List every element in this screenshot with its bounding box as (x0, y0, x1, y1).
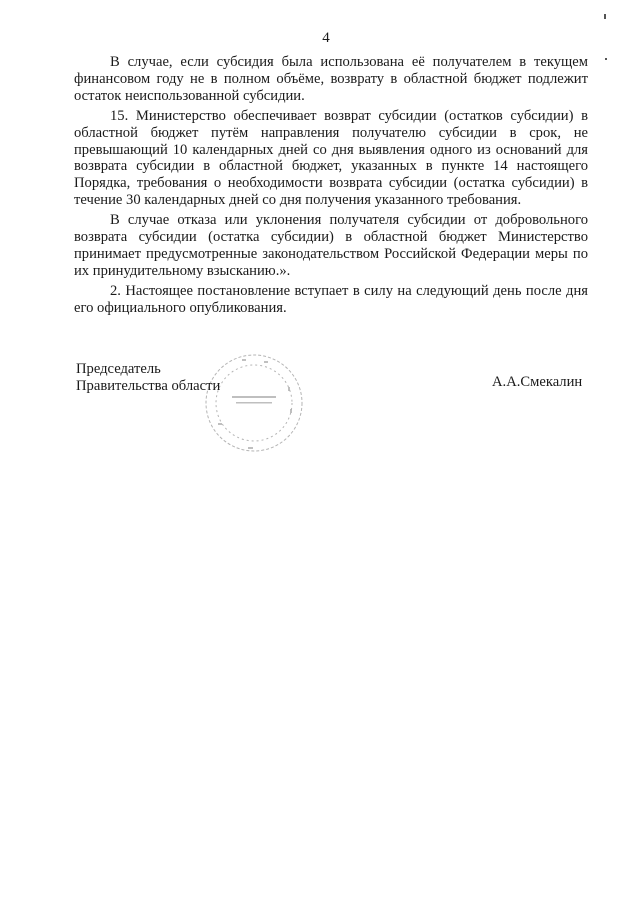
signatory-title (76, 361, 220, 395)
paragraph-item-15: 15. Министерство обеспечивает возврат субсидии (остатков субсидии) в областной бюджет путём направления получателю субсидии в срок, не превышающий 10 календарных дней со дня выявления одного из оснований для возврата субсидии в областной бюджет, указанных в пункте 14 настоящего Порядка, требования о необходимости возврата субсидии (остатка субсидии) в течение 30 календарных дней со дня получения указанного требования. (74, 107, 588, 209)
paragraph-subsidy-remainder: В случае, если субсидия была использована её получателем в текущем финансовом году не в полном объёме, возврату в областной бюджет подлежит остаток неиспользованной субсидии. (74, 54, 588, 104)
page-number: 4 (322, 30, 330, 46)
paragraph-item-2: 2. Настоящее постановление вступает в силу на следующий день после дня его официального опубликования. (74, 282, 588, 316)
scan-mark (604, 14, 606, 19)
document-body (74, 54, 588, 320)
scan-mark (605, 58, 607, 60)
signatory-title-line2: Правительства области (76, 378, 221, 394)
paragraph-refusal: В случае отказа или уклонения получателя субсидии от добровольного возврата субсидии (остатка субсидии) в областной бюджет Министерство принимает предусмотренные законодательством Российской Федерации меры по их принудительному взысканию.». (74, 212, 588, 279)
signatory-name: А.А.Смекалин (492, 374, 583, 390)
signatory-title-line1: Председатель (76, 361, 161, 377)
